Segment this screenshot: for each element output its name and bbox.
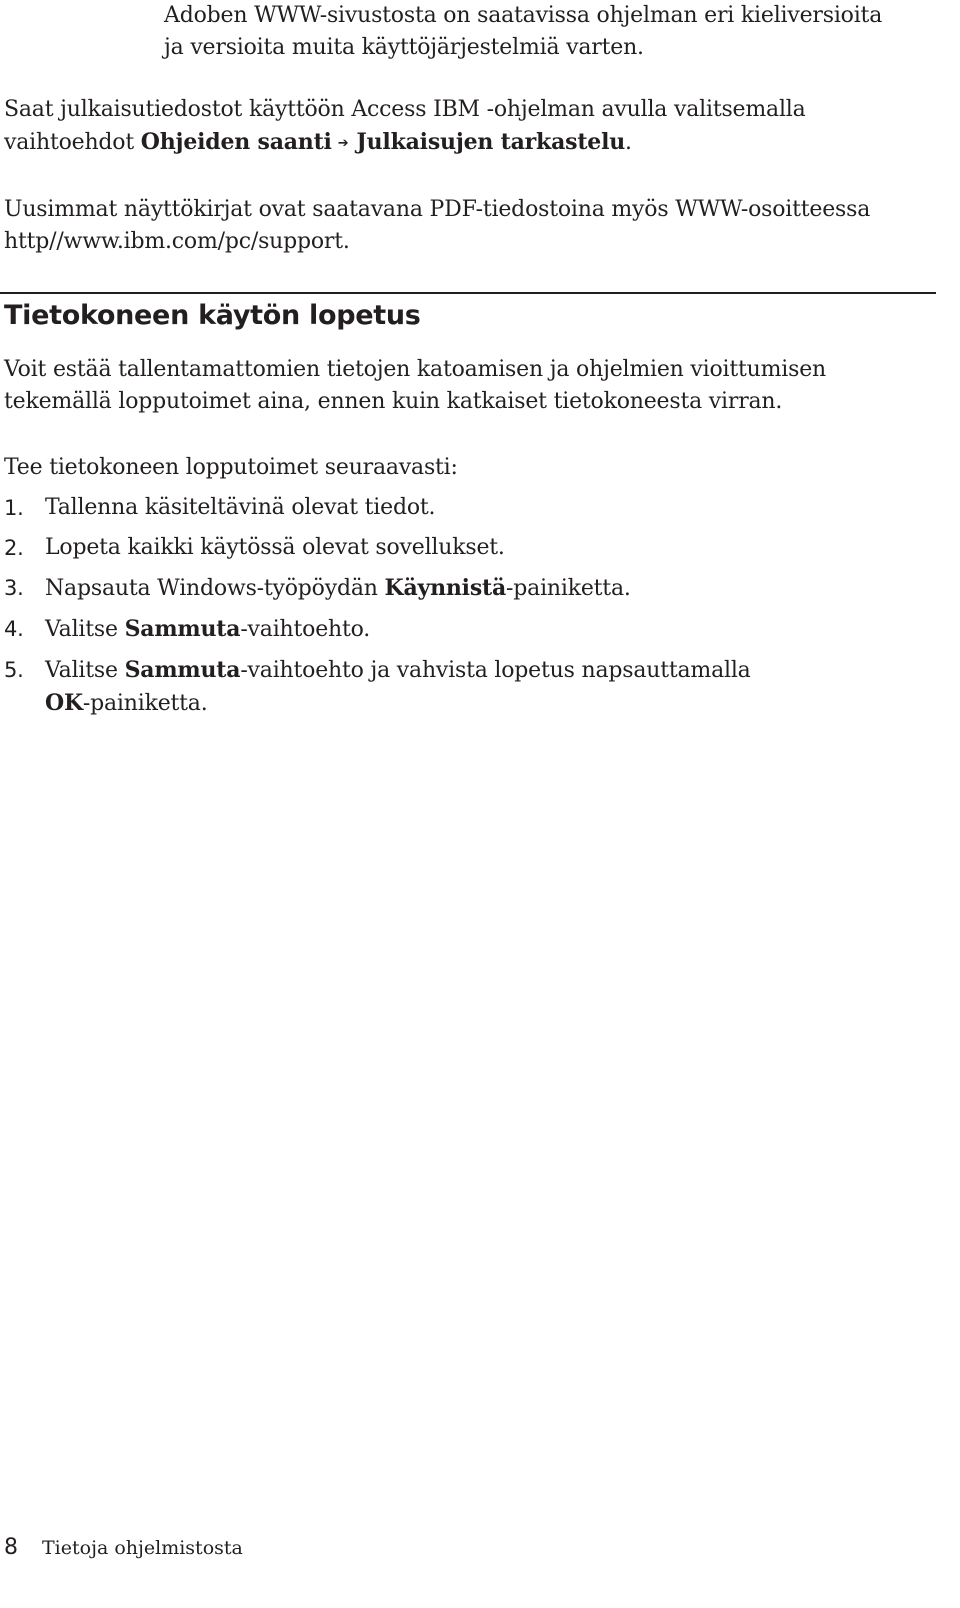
- step-text: -vaihtoehto ja vahvista lopetus napsauttamalla: [240, 658, 751, 683]
- manuals-paragraph: [4, 194, 870, 258]
- page-number: 8: [4, 1535, 18, 1560]
- section-divider: [0, 292, 936, 294]
- start-button-label: Käynnistä: [384, 575, 507, 601]
- shutdown-line-1: Voit estää tallentamattomien tietojen katoamisen ja ohjelmien vioittumisen: [4, 357, 826, 382]
- menu-item-ohjeiden-saanti: Ohjeiden saanti: [140, 129, 332, 155]
- step-number: 4.: [4, 617, 24, 641]
- footer-title: Tietoja ohjelmistosta: [42, 1537, 243, 1559]
- manuals-line-1: Uusimmat näyttökirjat ovat saatavana PDF-tiedostoina myös WWW-osoitteessa: [4, 197, 871, 222]
- shutdown-intro-paragraph: [4, 354, 826, 418]
- support-url: http//www.ibm.com/pc/support.: [4, 229, 350, 254]
- step-number: 5.: [4, 658, 24, 682]
- section-heading: Tietokoneen käytön lopetus: [4, 300, 421, 331]
- list-item: [4, 613, 751, 646]
- step-text: Valitse: [45, 617, 125, 642]
- step-text: -painiketta.: [506, 576, 631, 601]
- step-number: 3.: [4, 576, 24, 600]
- step-text: -vaihtoehto.: [240, 617, 371, 642]
- page-footer: [4, 1534, 243, 1562]
- step-text: Napsauta Windows-työpöydän: [45, 576, 385, 601]
- step-number: 1.: [4, 496, 24, 520]
- shutdown-option-label: Sammuta: [124, 616, 241, 642]
- access-suffix: .: [625, 130, 632, 155]
- access-paragraph: [4, 94, 806, 160]
- shutdown-option-label: Sammuta: [124, 657, 241, 683]
- list-item: [4, 492, 751, 524]
- step-text: Tallenna käsiteltävinä olevat tiedot.: [45, 495, 436, 520]
- access-prefix: vaihtoehdot: [4, 130, 141, 155]
- step-text: -painiketta.: [82, 691, 208, 716]
- access-line-1: Saat julkaisutiedostot käyttöön Access IBM -ohjelman avulla valitsemalla: [4, 97, 806, 122]
- step-text: Lopeta kaikki käytössä olevat sovellukset.: [45, 535, 505, 560]
- list-item: [4, 572, 751, 605]
- shutdown-line-2: tekemällä lopputoimet aina, ennen kuin katkaiset tietokoneesta virran.: [4, 389, 783, 414]
- adobe-paragraph: [164, 0, 882, 64]
- menu-path-arrow-icon: ➔: [337, 136, 349, 151]
- list-item: [4, 532, 751, 564]
- shutdown-steps-list: [4, 492, 751, 728]
- step-text: Valitse: [45, 658, 125, 683]
- list-item: [4, 654, 751, 720]
- adobe-line-1: Adoben WWW-sivustosta on saatavissa ohjelman eri kieliversioita: [164, 3, 883, 28]
- steps-intro: Tee tietokoneen lopputoimet seuraavasti:: [4, 455, 458, 480]
- ok-button-label: OK: [45, 690, 83, 716]
- menu-item-julkaisujen-tarkastelu: Julkaisujen tarkastelu: [356, 129, 626, 155]
- step-number: 2.: [4, 536, 24, 560]
- adobe-line-2: ja versioita muita käyttöjärjestelmiä varten.: [164, 35, 644, 60]
